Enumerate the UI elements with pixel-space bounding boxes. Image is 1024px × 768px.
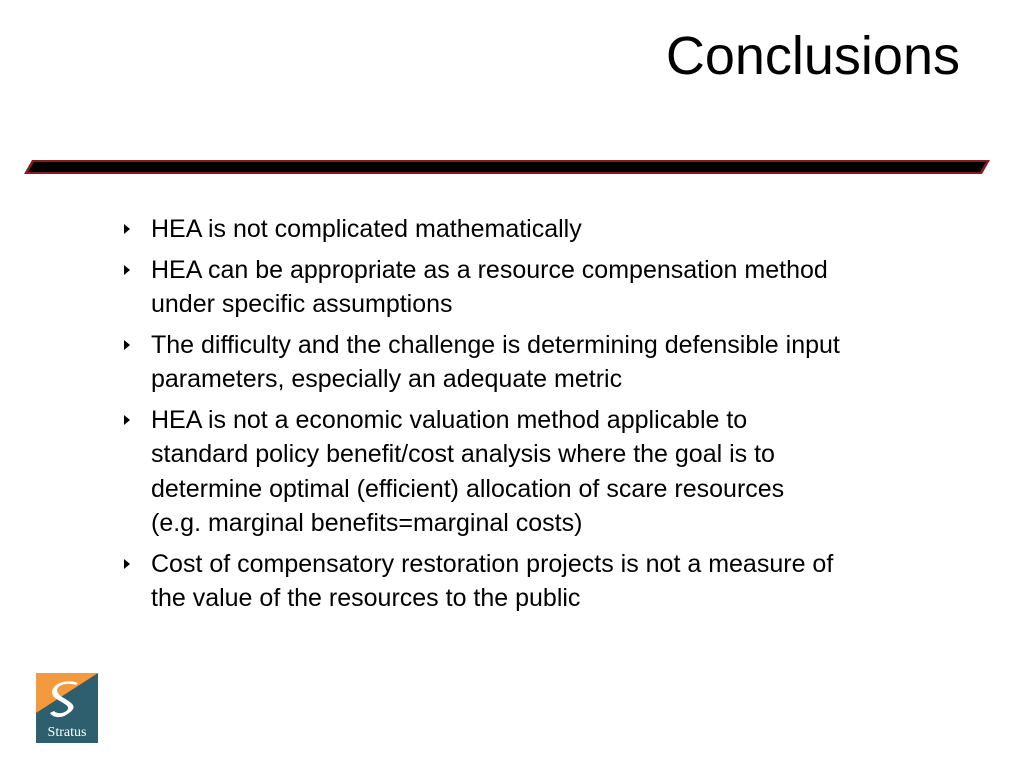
bullet-text-line: the value of the resources to the public — [151, 584, 581, 612]
divider-bar-icon — [24, 159, 992, 175]
bullet-text-line: parameters, especially an adequate metric — [151, 365, 623, 393]
bullet-item — [120, 547, 950, 616]
bullet-text-line: Cost of compensatory restoration projects is not a measure of — [151, 549, 834, 578]
right-triangle-bullet-icon — [124, 340, 130, 350]
bullet-item — [120, 403, 950, 541]
bullet-text-line: The difficulty and the challenge is determining defensible input — [151, 330, 840, 359]
bullet-text-line: HEA can be appropriate as a resource compensation method — [151, 255, 828, 284]
bullet-text-line: under specific assumptions — [151, 290, 453, 318]
logo-text: Stratus — [47, 725, 87, 740]
bullet-text-line: HEA is not a economic valuation method applicable to — [151, 405, 748, 434]
bullet-text-line: (e.g. marginal benefits=marginal costs) — [151, 509, 583, 537]
right-triangle-bullet-icon — [124, 265, 130, 275]
bullet-list — [120, 212, 950, 622]
stratus-logo-icon — [36, 673, 98, 743]
bullet-text-line: determine optimal (efficient) allocation of scare resources — [151, 474, 785, 503]
bullet-text-line: standard policy benefit/cost analysis where the goal is to — [151, 440, 775, 468]
bullet-item — [120, 212, 950, 247]
right-triangle-bullet-icon — [124, 415, 130, 425]
title-divider — [24, 159, 992, 175]
bullet-item — [120, 328, 950, 397]
stratus-logo — [36, 673, 98, 743]
bullet-item — [120, 253, 950, 322]
right-triangle-bullet-icon — [124, 559, 130, 569]
right-triangle-bullet-icon — [124, 224, 130, 234]
slide-title: Conclusions — [665, 26, 960, 86]
bullet-text-line: HEA is not complicated mathematically — [151, 215, 582, 243]
